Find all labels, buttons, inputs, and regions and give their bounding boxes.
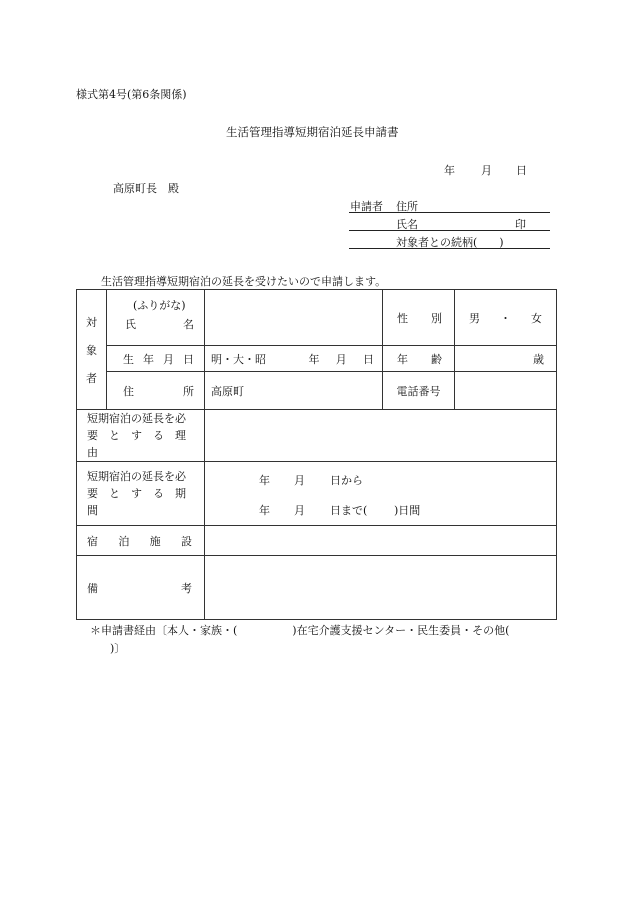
- name-char-1: 氏: [125, 318, 136, 331]
- remarks-label-cell: [77, 556, 205, 620]
- dob-char-3: 月: [163, 352, 174, 366]
- age-char-1: 年: [397, 352, 408, 366]
- reason-input-cell[interactable]: [205, 410, 557, 462]
- footnote-line-2: )〕: [110, 642, 126, 655]
- dob-char-2: 年: [143, 352, 154, 366]
- applicant-label: 申請者: [350, 200, 383, 213]
- address-input-cell[interactable]: [205, 372, 383, 410]
- seal-mark: 印: [515, 218, 526, 231]
- applicant-address-label: 住所: [396, 200, 418, 213]
- phone-label-cell: [383, 372, 455, 410]
- dob-month-unit: 月: [335, 352, 347, 366]
- dob-char-4: 日: [183, 352, 194, 366]
- address-char-2: 所: [183, 384, 194, 398]
- name-char-2: 名: [183, 318, 194, 331]
- reason-label-line-2: 要 と す る 理 由: [87, 429, 197, 459]
- subject-char-2: 象: [86, 343, 97, 357]
- period-to-year: 年: [259, 503, 270, 517]
- relation-line[interactable]: [349, 248, 550, 249]
- facility-label-cell: [77, 526, 205, 556]
- period-from-day: 日から: [330, 473, 363, 487]
- application-table: [76, 289, 557, 620]
- form-number: 様式第4号(第6条関係): [76, 88, 187, 101]
- phone-label: 電話番号: [396, 384, 441, 398]
- address-label-cell: [107, 372, 205, 410]
- age-input-cell[interactable]: [455, 346, 557, 372]
- subject-char-3: 者: [86, 371, 97, 385]
- subject-label-cell: [77, 290, 107, 410]
- period-from-year: 年: [259, 473, 270, 487]
- sex-label-cell: [383, 290, 455, 346]
- date-month: 月: [481, 164, 492, 177]
- age-char-2: 齢: [431, 352, 442, 366]
- applicant-name-label: 氏名: [396, 218, 418, 231]
- intro-text: 生活管理指導短期宿泊の延長を受けたいので申請します。: [101, 275, 387, 288]
- dob-input-cell[interactable]: [205, 346, 383, 372]
- addressee: 高原町長 殿: [113, 182, 179, 195]
- period-label-line-2: 要 と す る 期 間: [87, 487, 197, 517]
- facility-char-4: 設: [180, 534, 192, 548]
- period-label-cell: [77, 462, 205, 526]
- period-to-day: 日まで(: [330, 503, 368, 517]
- remarks-char-1: 備: [87, 581, 98, 595]
- phone-input-cell[interactable]: [455, 372, 557, 410]
- sex-options-cell[interactable]: [455, 290, 557, 346]
- period-label-line-1: 短期宿泊の延長を必: [87, 470, 186, 483]
- date-year: 年: [444, 164, 455, 177]
- era-options: 明・大・昭: [211, 352, 266, 366]
- sex-char-1: 性: [397, 311, 408, 325]
- facility-char-2: 泊: [118, 534, 130, 548]
- page-title: 生活管理指導短期宿泊延長申請書: [226, 125, 399, 139]
- town-name: 高原町: [211, 384, 244, 398]
- subject-char-1: 対: [86, 315, 97, 329]
- name-label-cell: [107, 290, 205, 346]
- age-label-cell: [383, 346, 455, 372]
- dob-char-1: 生: [123, 352, 134, 366]
- dob-year-unit: 年: [308, 352, 320, 366]
- applicant-name-line[interactable]: [349, 230, 550, 231]
- footnote-line-1: ＊申請書経由〔本人・家族・( )在宅介護支援センター・民生委員・その他(: [90, 624, 510, 637]
- remarks-input-cell[interactable]: [205, 556, 557, 620]
- dob-label-cell: [107, 346, 205, 372]
- dob-day-unit: 日: [363, 352, 374, 366]
- facility-char-1: 宿: [87, 534, 98, 548]
- period-input-cell[interactable]: [205, 462, 557, 526]
- sex-char-2: 別: [431, 311, 442, 325]
- reason-label-line-1: 短期宿泊の延長を必: [87, 412, 186, 425]
- period-to-month: 月: [294, 503, 305, 517]
- sex-option-separator: ・: [500, 311, 511, 325]
- sex-option-female[interactable]: 女: [531, 311, 542, 325]
- applicant-address-line[interactable]: [349, 212, 550, 213]
- period-from-month: 月: [294, 473, 305, 487]
- facility-input-cell[interactable]: [205, 526, 557, 556]
- facility-char-3: 施: [149, 534, 161, 548]
- age-unit: 歳: [533, 352, 544, 366]
- date-day: 日: [516, 164, 527, 177]
- name-input-cell[interactable]: [205, 290, 383, 346]
- sex-option-male[interactable]: 男: [469, 311, 480, 325]
- period-days: )日間: [394, 503, 421, 517]
- reason-label-cell: [77, 410, 205, 462]
- relation-label: 対象者との続柄( ): [396, 236, 504, 249]
- remarks-char-2: 考: [181, 581, 192, 595]
- furigana-label: (ふりがな): [133, 299, 186, 312]
- address-char-1: 住: [123, 384, 134, 398]
